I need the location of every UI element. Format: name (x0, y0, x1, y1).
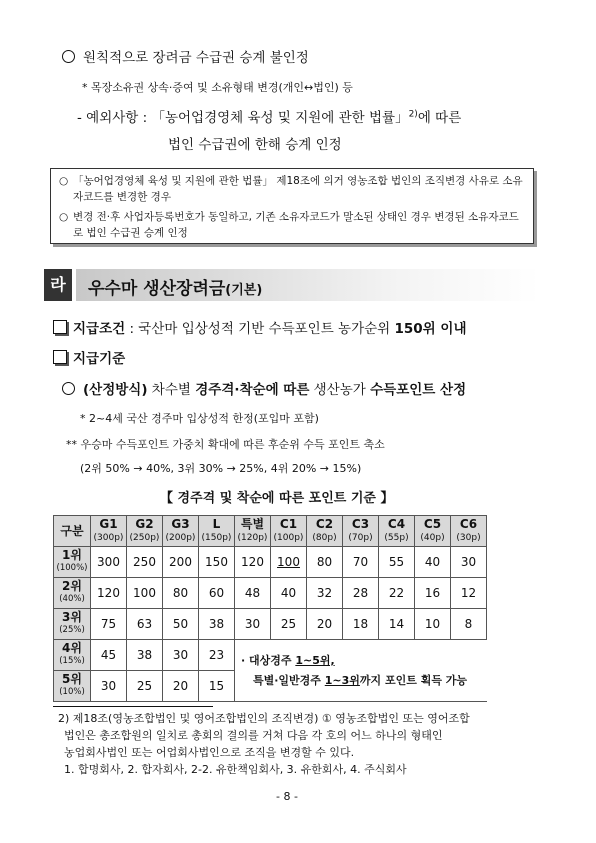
cell: 28 (343, 578, 379, 609)
cell: 40 (271, 578, 307, 609)
col-header: C3 (70p) (343, 516, 379, 547)
cell: 30 (163, 640, 199, 671)
cell: 50 (163, 609, 199, 640)
cell: 45 (91, 640, 127, 671)
calc-method: (산정방식) 차수별 경주격·착순에 따른 생산농가 수득포인트 산정 (62, 378, 466, 398)
checkbox-square-icon (53, 320, 67, 334)
row-label: 1위 (100%) (54, 547, 91, 578)
payment-condition: 지급조건 : 국산마 입상성적 기반 수득포인트 농가순위 150위 이내 (53, 317, 467, 337)
table-caption: 【 경주격 및 착순에 따른 포인트 기준 】 (160, 491, 394, 506)
cell: 12 (451, 578, 487, 609)
col-header: C4 (55p) (379, 516, 415, 547)
cell: 38 (127, 640, 163, 671)
table-row (54, 640, 487, 671)
cell: 200 (163, 547, 199, 578)
cell: 80 (163, 578, 199, 609)
cell: 18 (343, 609, 379, 640)
exception-box (50, 168, 534, 244)
table-row (54, 578, 487, 609)
cell: 150 (199, 547, 235, 578)
cell: 100 (127, 578, 163, 609)
table-corner: 구분 (54, 516, 91, 547)
row-label: 5위 (10%) (54, 671, 91, 702)
cell: 38 (199, 609, 235, 640)
table-row (54, 547, 487, 578)
cell: 63 (127, 609, 163, 640)
cell: 120 (91, 578, 127, 609)
cell: 25 (127, 671, 163, 702)
cell: 8 (451, 609, 487, 640)
col-header: C2 (80p) (307, 516, 343, 547)
cell: 20 (163, 671, 199, 702)
cell: 14 (379, 609, 415, 640)
criteria-note-2: ** 우승마 수득포인트 가중치 확대에 따른 후순위 수득 포인트 축소 (66, 438, 385, 451)
col-header: G3 (200p) (163, 516, 199, 547)
circle-bullet-icon (62, 382, 75, 395)
circle-bullet-icon (62, 50, 75, 63)
row-label: 3위 (25%) (54, 609, 91, 640)
box-item: ○ 변경 전·후 사업자등록번호가 동일하고, 기존 소유자코드가 말소된 상태인 경우 변경된 소유자코드로 법인 수급권 승계 인정 (59, 211, 519, 239)
cell: 250 (127, 547, 163, 578)
col-header: C1 (100p) (271, 516, 307, 547)
principle-note: * 목장소유권 상속·증여 및 소유형태 변경(개인↔법인) 등 (82, 81, 353, 94)
section-badge: 라 (44, 269, 72, 301)
col-header: C6 (30p) (451, 516, 487, 547)
cell: 100 (271, 547, 307, 578)
page-number: - 8 - (276, 790, 298, 803)
checkbox-square-icon (53, 350, 67, 364)
cell: 300 (91, 547, 127, 578)
cell: 120 (235, 547, 271, 578)
points-table (53, 515, 487, 702)
cell: 32 (307, 578, 343, 609)
footnote: 2) 제18조(영농조합법인 및 영어조합법인의 조직변경) ① 영농조합법인 또는 영어조합 법인은 총조합원의 일치로 총회의 결의를 거쳐 다음 각 호의 어느 하나의 형태인 농업회사법인 또는 어업회사법인으로 조직을 변경할 수 있다. 1. 합명회사, 2. 합자회사, 2-2. 유한책임회사, 3. 유한회사, 4. 주식회사 (58, 712, 470, 776)
box-item: ○ 「농어업경영체 육성 및 지원에 관한 법률」 제18조에 의거 영농조합 법인의 조직변경 사유로 소유자코드를 변경한 경우 (59, 175, 523, 203)
cell: 80 (307, 547, 343, 578)
col-header: G1 (300p) (91, 516, 127, 547)
row-label: 4위 (15%) (54, 640, 91, 671)
cell: 15 (199, 671, 235, 702)
cell: 30 (451, 547, 487, 578)
row-label: 2위 (40%) (54, 578, 91, 609)
payment-criteria-heading: 지급기준 (53, 347, 125, 367)
cell: 30 (91, 671, 127, 702)
cell: 23 (199, 640, 235, 671)
col-header: L (150p) (199, 516, 235, 547)
cell: 70 (343, 547, 379, 578)
cell: 55 (379, 547, 415, 578)
table-header-row (54, 516, 487, 547)
cell: 48 (235, 578, 271, 609)
col-header: C5 (40p) (415, 516, 451, 547)
principle-line: 원칙적으로 장려금 수급권 승계 불인정 (62, 46, 309, 66)
cell: 10 (415, 609, 451, 640)
exception-line-2: 법인 수급권에 한해 승계 인정 (168, 137, 342, 153)
cell: 60 (199, 578, 235, 609)
footnote-divider (53, 706, 213, 707)
col-header: 특별 (120p) (235, 516, 271, 547)
exception-line: - 예외사항 : 「농어업경영체 육성 및 지원에 관한 법률」$^{2)}$에 따른 (77, 109, 462, 126)
merged-note-cell (235, 640, 487, 702)
section-header (44, 269, 540, 301)
criteria-note-1: * 2~4세 국산 경주마 입상성적 한정(포입마 포함) (80, 412, 319, 425)
cell: 22 (379, 578, 415, 609)
cell: 30 (235, 609, 271, 640)
cell: 40 (415, 547, 451, 578)
cell: 20 (307, 609, 343, 640)
criteria-note-3: (2위 50% → 40%, 3위 30% → 25%, 4위 20% → 15%) (80, 462, 362, 475)
merged-note-line-1: · 대상경주 1~5위, (241, 653, 335, 667)
cell: 75 (91, 609, 127, 640)
merged-note-line-2: 특별·일반경주 1~3위까지 포인트 획득 가능 (253, 673, 468, 687)
cell: 25 (271, 609, 307, 640)
section-title: 우수마 생산장려금(기본) (88, 279, 263, 299)
col-header: G2 (250p) (127, 516, 163, 547)
cell: 16 (415, 578, 451, 609)
table-row (54, 609, 487, 640)
